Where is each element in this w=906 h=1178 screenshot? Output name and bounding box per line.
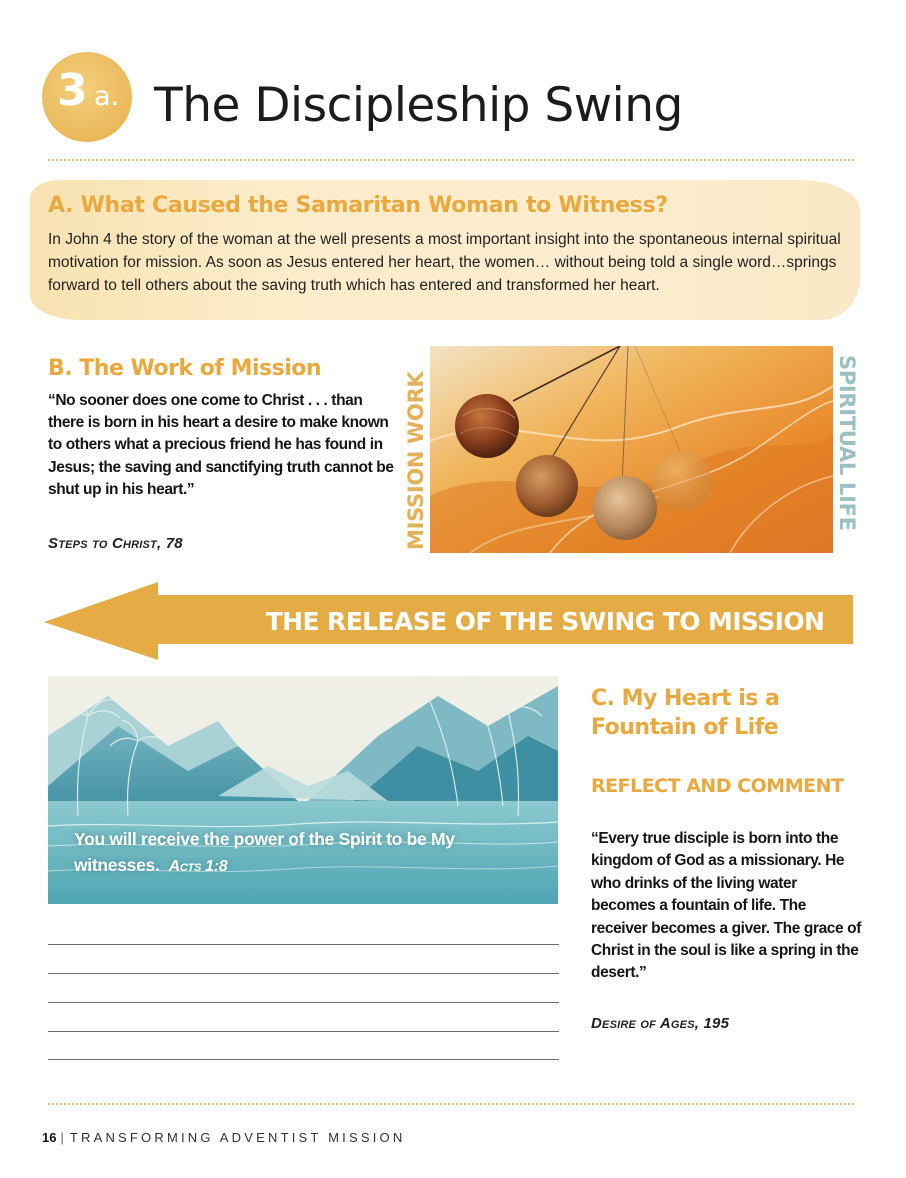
publication-title: TRANSFORMING ADVENTIST MISSION bbox=[69, 1130, 406, 1145]
image-caption-reference: Acts 1:8 bbox=[168, 858, 228, 875]
response-line[interactable] bbox=[48, 1002, 559, 1003]
section-c-quote: “Every true disciple is born into the kingdom of God as a missionary. He who drinks of the living water becomes a fountain of life. The receiver becomes a giver. The grace of Christ in the soul is like a spring in the desert.” bbox=[591, 830, 861, 982]
spiritual-life-label: SPIRITUAL LIFE bbox=[835, 355, 859, 531]
page-footer bbox=[42, 1129, 405, 1147]
mission-work-label: MISSION WORK bbox=[404, 371, 428, 550]
reflect-comment-subheading: REFLECT AND COMMENT bbox=[591, 775, 844, 797]
response-line[interactable] bbox=[48, 973, 559, 974]
pendulum-swing-illustration bbox=[430, 346, 833, 553]
footer-separator: | bbox=[60, 1130, 64, 1145]
section-c-citation: Desire of Ages, 195 bbox=[591, 1015, 730, 1032]
section-a-body: In John 4 the story of the woman at the well presents a most important insight into the spontaneous internal spiritual motivation for mission. As soon as Jesus entered her heart, the women… without being told a single word…springs forward to tell others about the saving truth which has entered and transformed her heart. bbox=[48, 231, 841, 294]
banner-text: THE RELEASE OF THE SWING TO MISSION bbox=[265, 607, 825, 636]
section-b-citation: Steps to Christ, 78 bbox=[48, 535, 183, 552]
page-number: 16 bbox=[42, 1130, 57, 1145]
bottom-divider bbox=[48, 1103, 854, 1105]
badge-letter: a. bbox=[94, 81, 120, 112]
section-b-heading: B. The Work of Mission bbox=[48, 356, 322, 381]
section-c-heading: C. My Heart is a Fountain of Life bbox=[591, 686, 780, 740]
response-line[interactable] bbox=[48, 944, 559, 945]
response-line[interactable] bbox=[48, 1059, 559, 1060]
section-b-quote: “No sooner does one come to Christ . . . than there is born in his heart a desire to make known to others what a precious friend he has found in Jesus; the saving and sanctifying truth cannot be shut up in his heart.” bbox=[48, 392, 394, 498]
section-a-heading: A. What Caused the Samaritan Woman to Witness? bbox=[48, 193, 668, 218]
top-divider bbox=[48, 159, 854, 161]
page-title: The Discipleship Swing bbox=[154, 78, 683, 133]
badge-number: 3 bbox=[57, 65, 88, 116]
image-caption: You will receive the power of the Spirit to be My witnesses. Acts 1:8 bbox=[74, 829, 455, 875]
response-line[interactable] bbox=[48, 1031, 559, 1032]
